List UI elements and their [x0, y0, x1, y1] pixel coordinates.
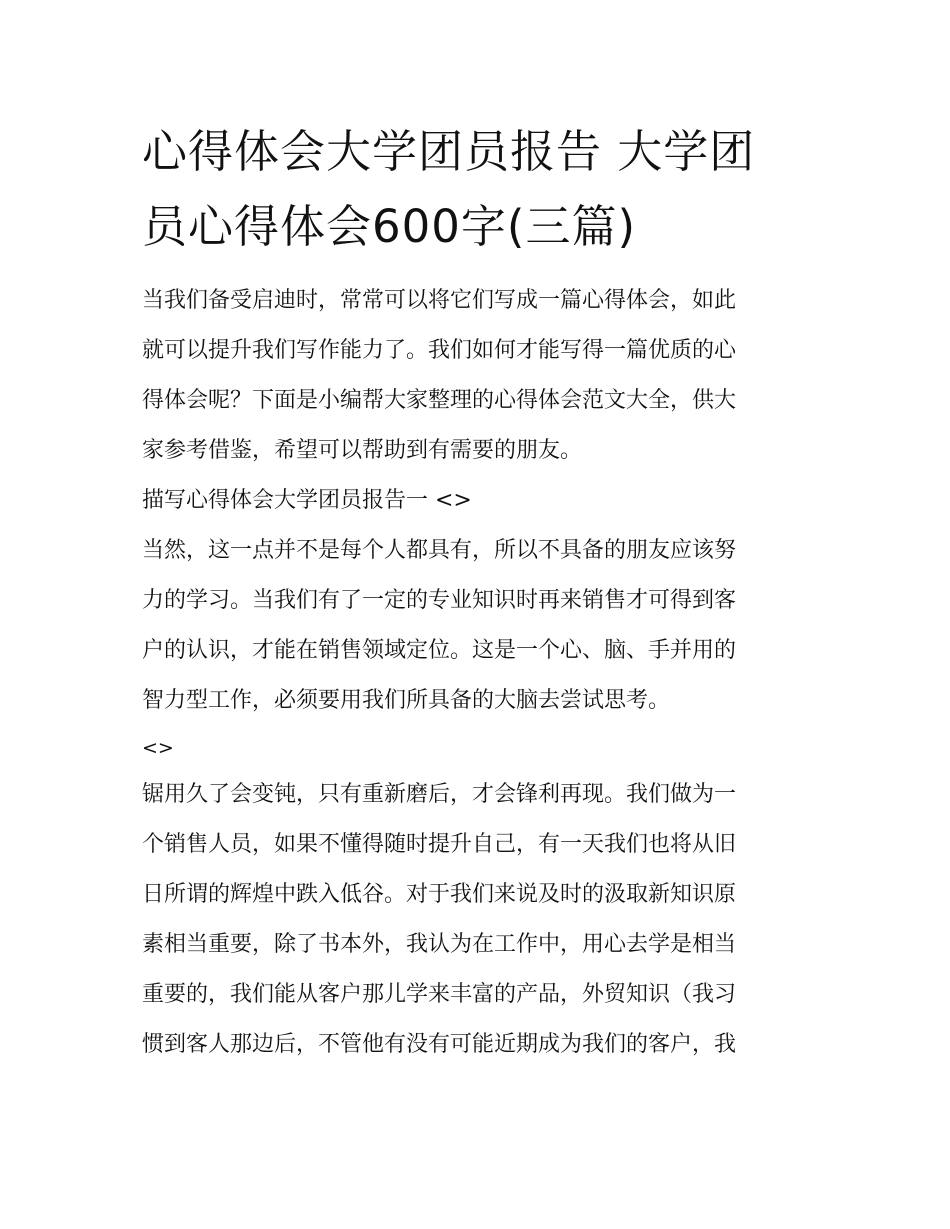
separator-marker: <> [142, 737, 174, 759]
title-line: 心得体会大学团员报告 大学团 [142, 125, 756, 178]
text-line: 当我们备受启迪时，常常可以将它们写成一篇心得体会，如此 [142, 288, 737, 313]
text-line: 力的学习。当我们有了一定的专业知识时再来销售才可得到客 [142, 588, 737, 613]
text-line: 得体会呢？下面是小编帮大家整理的心得体会范文大全，供大 [142, 388, 737, 413]
text-line: 当然，这一点并不是每个人都具有，所以不具备的朋友应该努 [142, 538, 737, 563]
text-line: 智力型工作，必须要用我们所具备的大脑去尝试思考。 [142, 688, 671, 713]
text-line: 就可以提升我们写作能力了。我们如何才能写得一篇优质的心 [142, 338, 737, 363]
paragraph-one [142, 526, 818, 726]
document-title [142, 114, 822, 264]
text-line: 锯用久了会变钝，只有重新磨后，才会锋利再现。我们做为一 [142, 782, 737, 807]
title-line: 员心得体会600字(三篇) [142, 200, 637, 253]
text-line: 素相当重要，除了书本外，我认为在工作中，用心去学是相当 [142, 932, 737, 957]
text-line: 个销售人员，如果不懂得随时提升自己，有一天我们也将从旧 [142, 832, 737, 857]
text-line: 日所谓的辉煌中跌入低谷。对于我们来说及时的汲取新知识原 [142, 882, 737, 907]
text-line: 家参考借鉴，希望可以帮助到有需要的朋友。 [142, 438, 583, 463]
section-heading: 描写心得体会大学团员报告一 <> [142, 488, 472, 513]
intro-paragraph [142, 276, 818, 476]
paragraph-two [142, 770, 818, 1070]
text-line: 重要的，我们能从客户那儿学来丰富的产品，外贸知识（我习 [142, 982, 737, 1007]
text-line: 户的认识，才能在销售领域定位。这是一个心、脑、手并用的 [142, 638, 737, 663]
text-line: 惯到客人那边后，不管他有没有可能近期成为我们的客户，我 [142, 1032, 737, 1057]
document-body [142, 276, 818, 1070]
